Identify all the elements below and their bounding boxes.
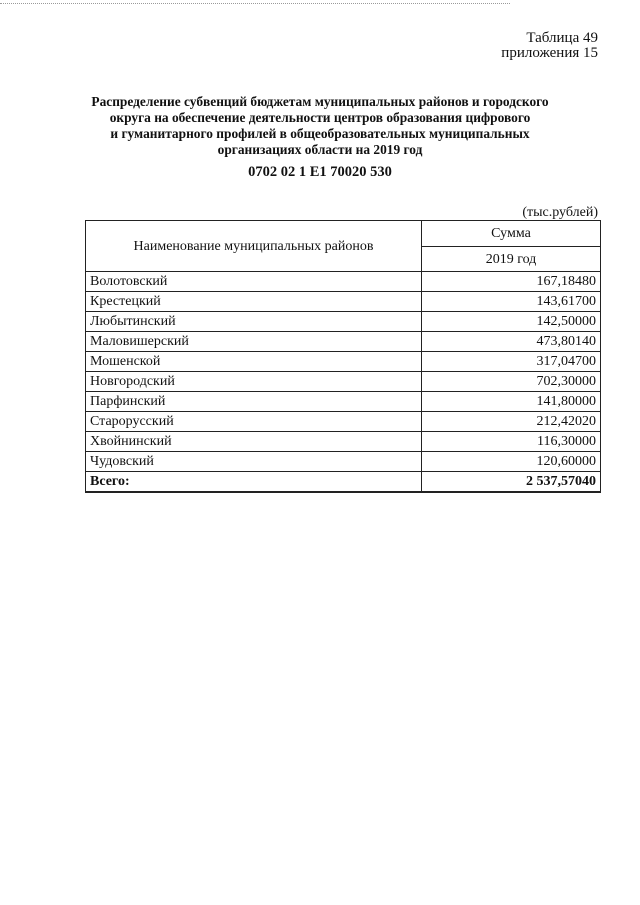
column-header-sum: Сумма	[422, 221, 601, 247]
district-amount: 167,18480	[422, 272, 601, 292]
table-row	[86, 392, 601, 412]
table-reference	[501, 31, 598, 61]
district-amount: 120,60000	[422, 452, 601, 472]
table-row	[86, 332, 601, 352]
district-name: Маловишерский	[86, 332, 422, 352]
district-name: Чудовский	[86, 452, 422, 472]
column-header-year: 2019 год	[422, 247, 601, 272]
district-amount: 702,30000	[422, 372, 601, 392]
subvention-table	[85, 220, 601, 493]
district-name: Крестецкий	[86, 292, 422, 312]
total-value: 2 537,57040	[422, 472, 601, 493]
table-row	[86, 312, 601, 332]
district-amount: 141,80000	[422, 392, 601, 412]
district-amount: 212,42020	[422, 412, 601, 432]
table-row	[86, 372, 601, 392]
district-name: Старорусский	[86, 412, 422, 432]
district-name: Любытинский	[86, 312, 422, 332]
total-label: Всего:	[86, 472, 422, 493]
district-name: Хвойнинский	[86, 432, 422, 452]
district-amount: 317,04700	[422, 352, 601, 372]
district-name: Мошенской	[86, 352, 422, 372]
title-line: округа на обеспечение деятельности центров образования цифрового	[109, 110, 531, 125]
table-row	[86, 292, 601, 312]
district-name: Волотовский	[86, 272, 422, 292]
budget-code: 0702 02 1 E1 70020 530	[248, 164, 392, 180]
table-number: Таблица 49	[526, 30, 598, 46]
title-line: Распределение субвенций бюджетам муниципальных районов и городского	[91, 94, 549, 109]
total-row	[86, 472, 601, 493]
table-row	[86, 412, 601, 432]
appendix-number: приложения 15	[501, 45, 598, 61]
title-line: и гуманитарного профилей в общеобразовательных муниципальных	[110, 126, 530, 141]
column-header-name: Наименование муниципальных районов	[86, 221, 422, 272]
district-name: Парфинский	[86, 392, 422, 412]
district-amount: 473,80140	[422, 332, 601, 352]
scan-top-edge-line	[0, 3, 510, 4]
table-row	[86, 432, 601, 452]
title-line: организациях области на 2019 год	[217, 142, 423, 157]
units-label: (тыс.рублей)	[522, 205, 598, 220]
document-title	[80, 94, 560, 158]
table-row	[86, 452, 601, 472]
table-body	[86, 272, 601, 472]
district-amount: 143,61700	[422, 292, 601, 312]
district-name: Новгородский	[86, 372, 422, 392]
district-amount: 116,30000	[422, 432, 601, 452]
district-amount: 142,50000	[422, 312, 601, 332]
table-row	[86, 272, 601, 292]
table-row	[86, 352, 601, 372]
